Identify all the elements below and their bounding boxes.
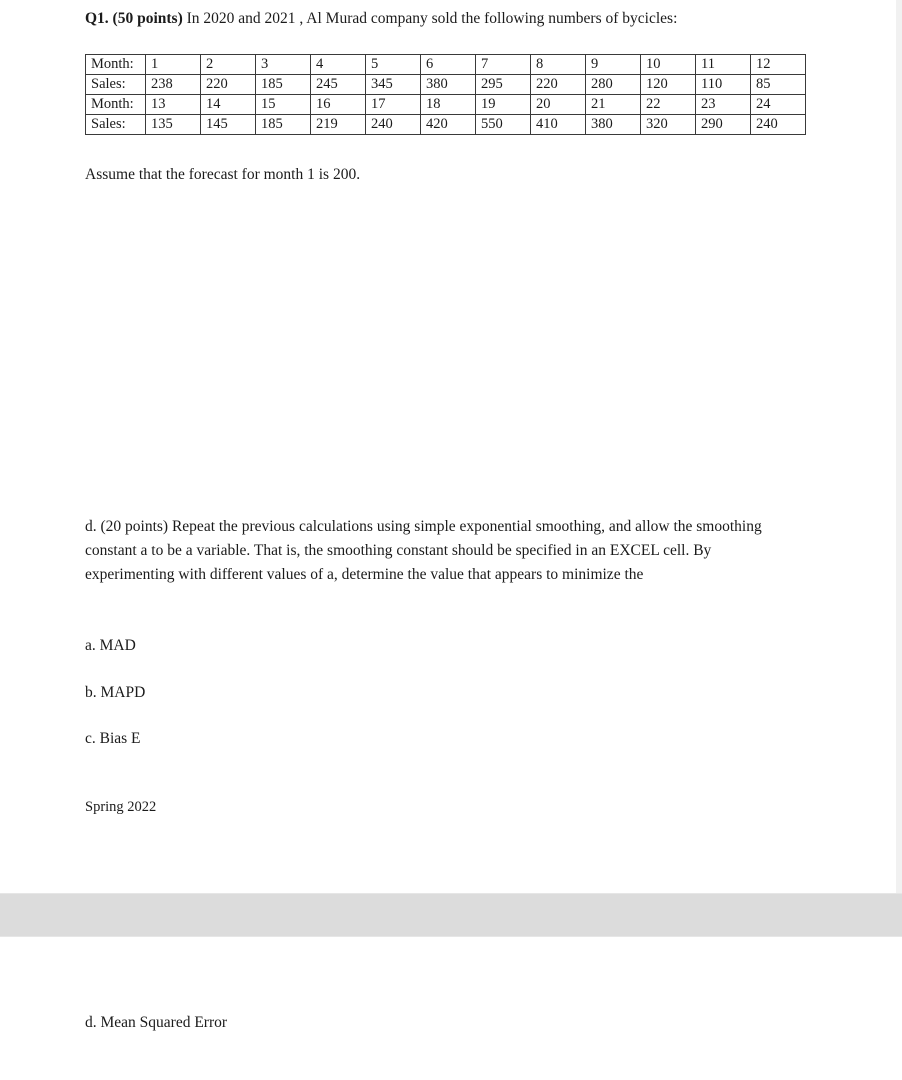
question-number: Q1. (50 points) [85,10,183,27]
page-separator [0,893,902,937]
table-cell: 238 [146,75,201,95]
table-cell: 110 [696,75,751,95]
table-cell: 18 [421,95,476,115]
page-right-edge [896,0,902,893]
table-cell: 185 [256,115,311,135]
list-item-bias: c. Bias E [85,730,141,747]
table-cell: 9 [586,55,641,75]
table-cell: 145 [201,115,256,135]
footer-term: Spring 2022 [85,799,157,815]
part-d-paragraph: d. (20 points) Repeat the previous calculations using simple exponential smoothing, and allow the smoothing constant a to be a variable. That is, the smoothing constant should be specified in an EXCEL cell. By experimenting with different values of a, determine the value that appears to minimize the [85,518,762,583]
table-cell: 6 [421,55,476,75]
table-cell: 4 [311,55,366,75]
table-cell: 280 [586,75,641,95]
row-label-cell: Sales: [86,75,146,95]
table-cell: 13 [146,95,201,115]
list-item-mad: a. MAD [85,637,136,654]
table-cell: 3 [256,55,311,75]
question-heading [85,10,677,28]
table-cell: 8 [531,55,586,75]
row-label-cell: Month: [86,55,146,75]
table-cell: 295 [476,75,531,95]
table-cell: 17 [366,95,421,115]
table-cell: 135 [146,115,201,135]
assumption-text: Assume that the forecast for month 1 is 200. [85,166,361,183]
table-cell: 19 [476,95,531,115]
table-cell: 290 [696,115,751,135]
table-cell: 7 [476,55,531,75]
table-row [86,55,806,75]
table-cell: 1 [146,55,201,75]
table-cell: 220 [201,75,256,95]
table-cell: 20 [531,95,586,115]
row-label-cell: Sales: [86,115,146,135]
table-cell: 23 [696,95,751,115]
table-cell: 420 [421,115,476,135]
table-cell: 5 [366,55,421,75]
table-cell: 2 [201,55,256,75]
table-cell: 11 [696,55,751,75]
table-row [86,95,806,115]
table-cell: 185 [256,75,311,95]
table-cell: 380 [421,75,476,95]
table-cell: 12 [751,55,806,75]
sales-table [85,54,806,135]
table-cell: 15 [256,95,311,115]
table-cell: 24 [751,95,806,115]
table-cell: 220 [531,75,586,95]
table-cell: 85 [751,75,806,95]
table-cell: 21 [586,95,641,115]
table-cell: 245 [311,75,366,95]
table-cell: 345 [366,75,421,95]
list-item-mapd: b. MAPD [85,684,146,701]
next-page-list-item: d. Mean Squared Error [85,1014,228,1031]
question-text: In 2020 and 2021 , Al Murad company sold the following numbers of bycicles: [182,10,678,27]
table-cell: 380 [586,115,641,135]
table-cell: 240 [751,115,806,135]
table-cell: 10 [641,55,696,75]
table-cell: 240 [366,115,421,135]
table-cell: 120 [641,75,696,95]
sales-table-body [86,55,806,135]
table-cell: 410 [531,115,586,135]
table-row [86,75,806,95]
table-cell: 550 [476,115,531,135]
table-row [86,115,806,135]
table-cell: 22 [641,95,696,115]
table-cell: 16 [311,95,366,115]
table-cell: 219 [311,115,366,135]
row-label-cell: Month: [86,95,146,115]
table-cell: 320 [641,115,696,135]
table-cell: 14 [201,95,256,115]
